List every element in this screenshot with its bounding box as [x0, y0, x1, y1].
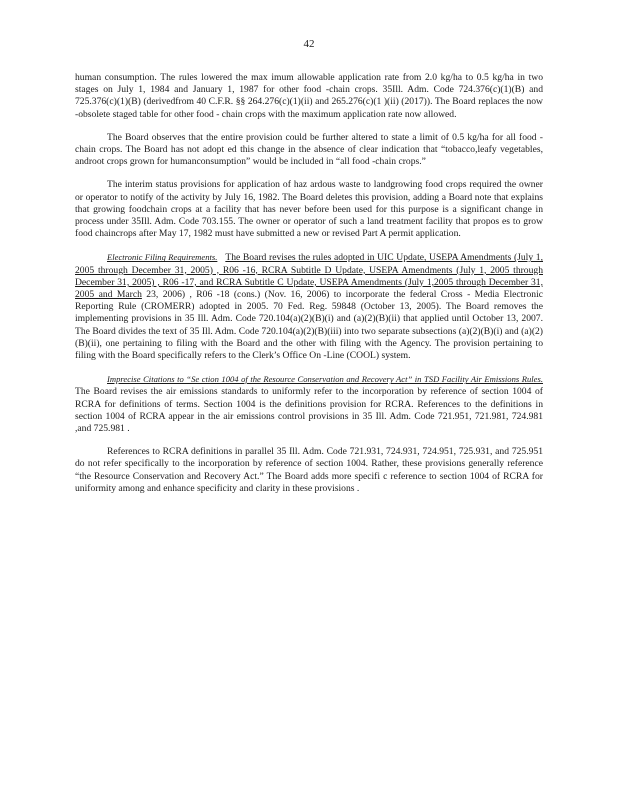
paragraph-electronic-filing	[75, 251, 543, 362]
underlined-text: The Board revises the rules adopted in UIC Update, USEPA Amendments (July 1, 2005 through December 31, 2005) , R06 -16, RCRA Subtitle D Update, USEPA Amendments (July 1, 2005 through December 31, 2005) , R06 -17, and RCRA Subtitle C Update, USEPA Amendments (July 1,2005 through December 31, 2005 and March	[75, 252, 543, 301]
paragraph-3: The interim status provisions for application of haz ardous waste to landgrowing food crops required the owner or operator to notify of the activity by July 16, 1982. The Board deletes this provision, adding a Board note that explains that growing foodchain crops at a facility that has never before been used for this purpose is a significant change in process under 35Ill. Adm. Code 703.155. The owner or operator of such a land treatment facility that propos es to grow food chaincrops after May 17, 1982 must have submitted a new or revised Part A permit application.	[75, 179, 543, 240]
paragraph-text: 23, 2006) , R06 -18 (cons.) (Nov. 16, 2006) to incorporate the federal Cross - Media Electronic Reporting Rule (CROMERR) adopted in 2005. 70 Fed. Reg. 59848 (October 13, 2005). The Board removes the implementing provisions in 35 Ill. Adm. Code 720.104(a)(2)(B)(i) and (a)(2)(B)(ii) that applied until October 13, 2007. The Board divides the text of 35 Ill. Adm. Code 720.104(a)(2)(B)(iii) into two separate subsections (a)(2)(B)(i) and (a)(2)(B)(ii), one pertaining to filing with the Board and the other with filing with the Agency. The provision pertaining to filing with the Board specifically refers to the Clerk’s Office On -Line (COOL) system.	[75, 289, 544, 362]
section-heading-electronic-filing: Electronic Filing Requirements.	[107, 252, 218, 263]
paragraph-6: References to RCRA definitions in parallel 35 Ill. Adm. Code 721.931, 724.931, 724.951, 725.931, and 725.951 do not refer specifically to the incorporation by reference of section 1004. Rather, these provisions generally reference “the Resource Conservation and Recovery Act.” The Board adds more specifi c reference to section 1004 of RCRA for uniformity among and enhance specificity and clarity in these provisions .	[75, 446, 543, 494]
page-number: 42	[303, 38, 315, 50]
section-heading-imprecise-citations: Imprecise Citations to “Se ction 1004 of the Resource Conservation and Recovery Act” in TSD Facility Air Emissions Rules.	[107, 374, 543, 385]
paragraph-text: The Board revises the air emissions standards to uniformly refer to the incorporation by reference of section 1004 of RCRA for definitions of terms. Section 1004 is the definitions provision for RCRA. References to the definitions in section 1004 of RCRA appear in the air emissions control provisions in 35 Ill. Adm. Code 721.951, 721.981, 724.981 ,and 725.981 .	[75, 386, 543, 435]
paragraph-1: human consumption. The rules lowered the max imum allowable application rate from 2.0 kg/ha to 0.5 kg/ha in two stages on July 1, 1984 and January 1, 1987 for other food -chain crops. 35Ill. Adm. Code 724.376(c)(1)(B) and 725.376(c)(1)(B) (derivedfrom 40 C.F.R. §§ 264.276(c)(1)(ii) and 265.276(c)(1 )(ii) (2017)). The Board replaces the now -obsolete staged table for other food - chain crops with the maximum application rate now allowed.	[75, 72, 543, 120]
paragraph-2: The Board observes that the entire provision could be further altered to state a limit of 0.5 kg/ha for all food -chain crops. The Board has not adopt ed this change in the absence of clear indication that “tobacco,leafy vegetables, androot crops grown for humanconsumption” would be included in “all food -chain crops.”	[75, 131, 543, 168]
document-body	[75, 72, 543, 506]
paragraph-imprecise-citations	[75, 373, 543, 435]
